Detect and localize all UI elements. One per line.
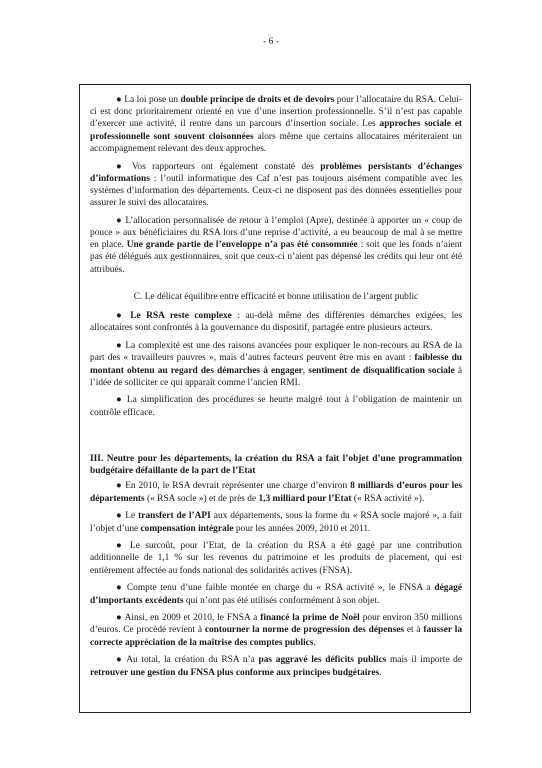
section-c-title: C. Le délicat équilibre entre efficacité et bonne utilisation de l’argent public	[133, 292, 419, 302]
page-number: - 6 -	[263, 37, 279, 47]
paragraph: ● Compte tenu d’une faible montée en charge du « RSA activité », le FNSA a dégagé d’importants excédents qui n’ont pas été utilisés conformément à son objet.	[90, 583, 463, 606]
section-iii-title: III. Neutre pour les départements, la création du RSA a fait l’objet d’une programmation budgétaire défaillante de la part de l’Etat	[90, 454, 462, 477]
paragraph: ● La complexité est une des raisons avancées pour expliquer le non-recours au RSA de la part des « travailleurs pauvres », mais d’autres facteurs peuvent être mis en avant : faiblesse du montant obtenu au regard des démarches à engager, sentiment de disqualification sociale à l’idée de solliciter ce qui apparaît comme l’ancien RMI.	[90, 341, 463, 388]
paragraph: ● Le transfert de l’API aux départements, sous la forme du « RSA socle majoré », a fait l’objet d’une compensation intégrale pour les années 2009, 2010 et 2011.	[90, 511, 462, 534]
paragraph: ● Ainsi, en 2009 et 2010, le FNSA a financé la prime de Noël pour environ 350 millions d’euros. Ce procédé revient à contourner la norme de progression des dépenses et à fausser la correcte appréciation de la maîtrise des comptes publics.	[90, 613, 463, 648]
section-iii	[90, 453, 462, 684]
paragraph: ● L’allocation personnalisée de retour à l’emploi (Apre), destinée à apporter un « coup de pouce » aux bénéficiaires du RSA lors d’une reprise d’activité, a eu beaucoup de mal à se mettre en place. Une grande partie de l’enveloppe n’a pas été consommée : soit que les fonds n’aient pas été délégués aux gestionnaires, soit que ceux-ci n’aient pas dépensé les crédits qui leur ont été attribués.	[90, 215, 462, 275]
paragraph: ● La loi pose un double principe de droits et de devoirs pour l’allocataire du RSA. Celui-ci est donc prioritairement orienté en vue d’une insertion professionnelle. S’il n’est pas capable d’exercer une activité, il rentre dans un parcours d’insertion sociale. Les approches sociale et professionnelle sont souvent cloisonnées alors même que certains allocataires mériteraient un accompagnement relevant des deux approches.	[90, 95, 462, 154]
paragraph: ● Le surcoût, pour l’Etat, de la création du RSA a été gagé par une contribution additionnelle de 1,1 % sur les revenus du patrimoine et les produits de placement, qui est entièrement affectée au fonds national des solidarités actives (FNSA).	[90, 541, 462, 576]
paragraph: ● Au total, la création du RSA n’a pas aggravé les déficits publics mais il importe de retrouver une gestion du FNSA plus conforme aux principes budgétaires.	[90, 655, 462, 678]
section-c	[90, 291, 462, 424]
paragraph: ● Le RSA reste complexe : au-delà même des différentes démarches exigées, les allocataires sont confrontés à la gouvernance du dispositif, partagée entre plusieurs acteurs.	[90, 311, 462, 334]
paragraph: ● La simplification des procédures se heurte malgré tout à l’obligation de maintenir un contrôle efficace.	[90, 395, 462, 418]
paragraph: ● Vos rapporteurs ont également constaté des problèmes persistants d’échanges d’informations : l’outil informatique des Caf n’est pas toujours aisément compatible avec les systèmes d’information des départements. Ceux-ci ne disposent pas des données essentielles pour assurer le suivi des allocataires.	[90, 161, 462, 209]
paragraph: ● En 2010, le RSA devrait représenter une charge d’environ 8 milliards d’euros pour les départements (« RSA socle ») et de près de 1,3 milliard pour l’Etat (« RSA activité »).	[90, 481, 463, 504]
block-1	[90, 94, 462, 281]
